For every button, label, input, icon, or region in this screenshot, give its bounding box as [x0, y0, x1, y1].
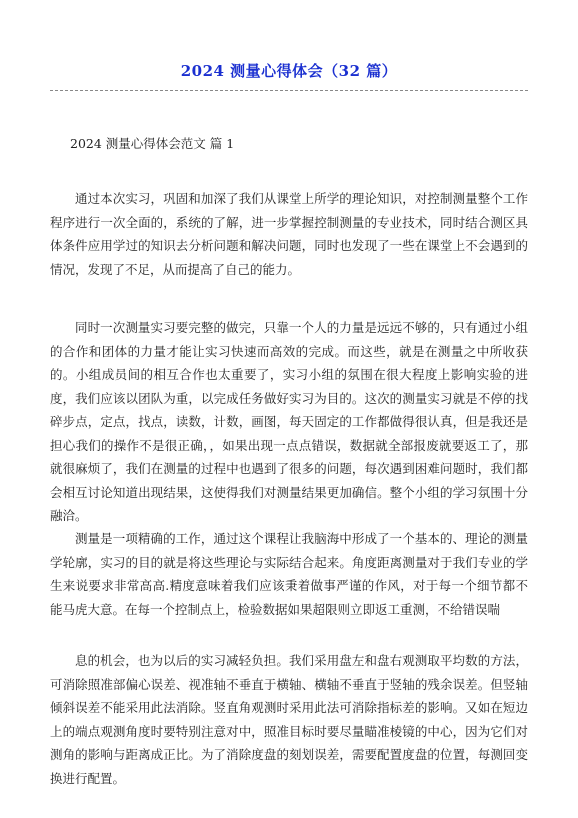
paragraph: 同时一次测量实习要完整的做完，只靠一个人的力量是远远不够的，只有通过小组的合作和团体的力量才能让实习快速而高效的完成。而这些，就是在测量之中所收获的。小组成员间的相互合作也太重要了，实习小组的氛围在很大程度上影响实验的进度，我们应该以团队为重，以完成任务做好实习为目的。这次的测量实习就是不停的找碎步点，定点，找点，读数，计数，画图，每天固定的工作都做得很认真，但是我还是担心我们的操作不是很正确，，如果出现一点点错误，数据就全部报废就要返工了，那就很麻烦了，我们在测量的过程中也遇到了很多的问题，每次遇到困难问题时，我们都会相互讨论知道出现结果，这使得我们对测量结果更加确信。整个小组的学习氛围十分融洽。	[50, 320, 528, 523]
paragraph: 通过本次实习，巩固和加深了我们从课堂上所学的理论知识，对控制测量整个工作程序进行一次全面的，系统的了解，进一步掌握控制测量的专业技术，同时结合测区具体条件应用学过的知识去分析问题和解决问题，同时也发现了一些在课堂上不会遇到的情况，发现了不足，从而提高了自己的能力。	[50, 191, 528, 277]
section-subtitle: 2024 测量心得体会范文 篇 1	[70, 136, 235, 151]
paragraph: 息的机会，也为以后的实习减轻负担。我们采用盘左和盘右观测取平均数的方法，可消除照准部偏心误差、视准轴不垂直于横轴、横轴不垂直于竖轴的残余误差。但竖轴倾斜误差不能采用此法消除。竖直角观测时采用此法可消除指标差的影响。又如在短边上的端点观测角度时要特别注意对中，照准目标时要尽量瞄准棱镜的中心，因为它们对测角的影响与距离成正比。为了消除度盘的刻划误差，需要配置度盘的位置，每测回变换进行配置。	[50, 653, 528, 786]
document-title: 2024 测量心得体会（32 篇）	[180, 62, 398, 80]
title-divider	[50, 90, 528, 91]
paragraph: 测量是一项精确的工作，通过这个课程让我脑海中形成了一个基本的、理论的测量学轮廓，实习的目的就是将这些理论与实际结合起来。角度距离测量对于我们专业的学生来说要求非常高高.精度意味着我们应该秉着做事严谨的作风，对于每一个细节都不能马虎大意。在每一个控制点上，检验数据如果超限则立即返工重测，不给错误喘	[50, 531, 528, 617]
